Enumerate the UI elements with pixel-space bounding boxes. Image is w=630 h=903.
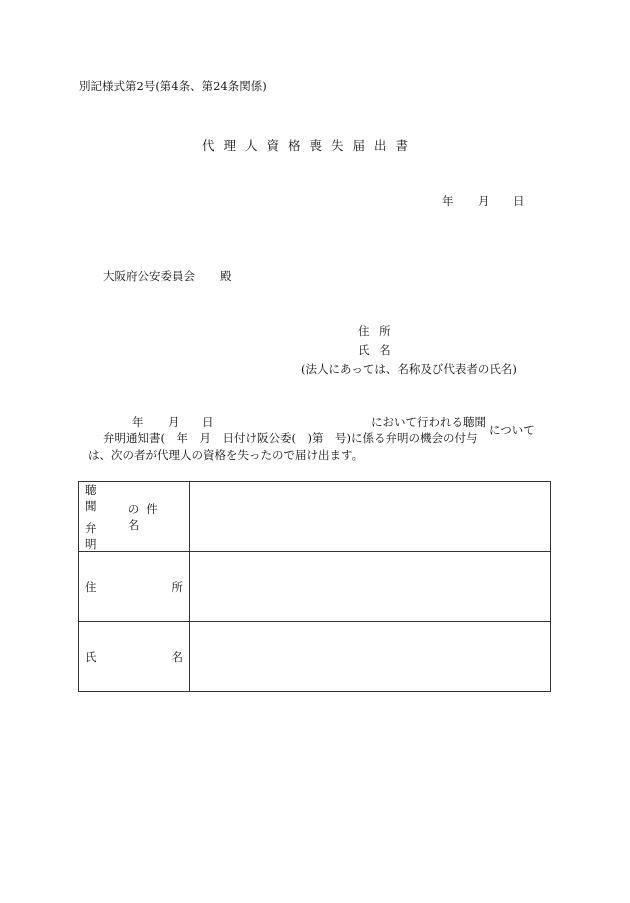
- about-text: について: [489, 423, 535, 437]
- name-label-left: 氏: [85, 649, 97, 664]
- address-label-right: 所: [171, 579, 183, 594]
- corporate-note: (法人にあっては、名称及び代表者の氏名): [301, 362, 517, 376]
- hearing-label: 聴聞: [85, 482, 107, 513]
- body-date-month: 月: [168, 415, 180, 429]
- subject-suffix-label: の件名: [127, 501, 165, 532]
- address-label-left: 住: [85, 579, 97, 594]
- applicant-name-label: 氏 名: [358, 343, 394, 357]
- explanation-label: 弁明: [85, 520, 107, 551]
- address-value-cell[interactable]: [190, 552, 551, 622]
- name-label-right: 名: [171, 649, 183, 664]
- form-number: 別記様式第2号(第4条、第24条関係): [79, 79, 267, 93]
- name-label-cell: [79, 622, 190, 692]
- addressee-honorific: 殿: [220, 269, 232, 283]
- addressee-name: 大阪府公安委員会: [103, 269, 195, 283]
- applicant-address-label: 住 所: [358, 324, 394, 338]
- notice-text: 弁明通知書( 年 月 日付け阪公委( )第 号)に係る弁明の機会の付与: [103, 431, 478, 445]
- hearing-text: において行われる聴聞: [371, 415, 486, 429]
- body-date-day: 日: [202, 415, 214, 429]
- subject-value-cell[interactable]: [190, 482, 551, 552]
- address-label-cell: [79, 552, 190, 622]
- subject-label-cell: [79, 482, 190, 552]
- table-row-address: [79, 552, 551, 622]
- table-row-name: [79, 622, 551, 692]
- document-title: 代理人資格喪失届出書: [202, 138, 418, 153]
- date-day-label: 日: [513, 194, 525, 208]
- name-value-cell[interactable]: [190, 622, 551, 692]
- date-month-label: 月: [478, 194, 490, 208]
- date-year-label: 年: [442, 194, 454, 208]
- conclusion-text: は、次の者が代理人の資格を失ったので届け出ます。: [88, 448, 364, 462]
- details-table: [78, 481, 551, 692]
- body-date-year: 年: [132, 415, 144, 429]
- table-row-subject: [79, 482, 551, 552]
